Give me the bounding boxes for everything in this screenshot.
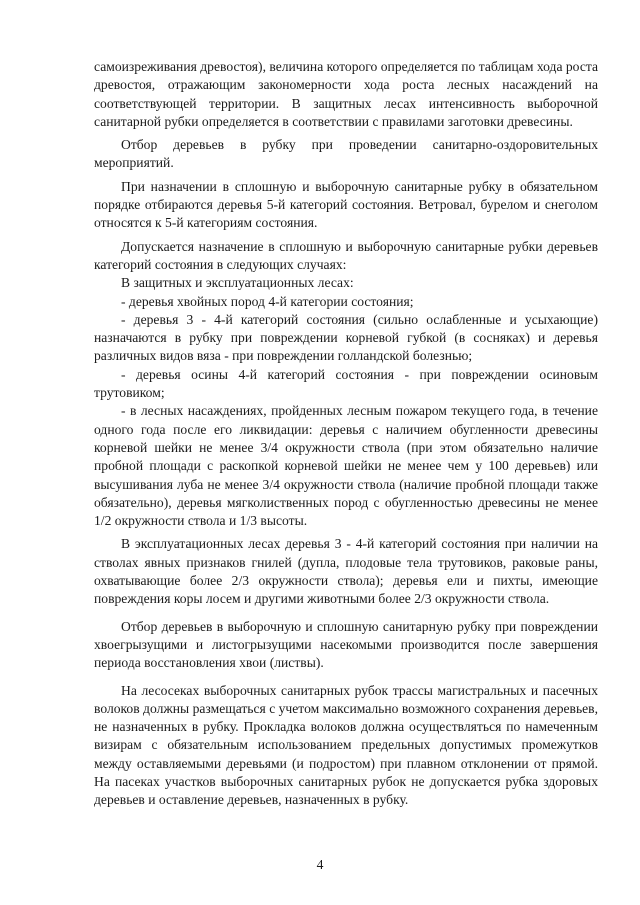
paragraph-mandatory-selection: При назначении в сплошную и выборочную санитарные рубку в обязательном порядке отбираются деревья 5-й категорий состояния. Ветровал, бурелом и снеголом относятся к 5-й категориям состояния. xyxy=(94,178,598,231)
paragraph-skid-trails: На лесосеках выборочных санитарных рубок трассы магистральных и пасечных волоков должны размещаться с учетом максимально возможного сохранения деревьев, не назначенных в рубку. Прокладка волоков должна осуществляться по намеченным визирам с обязательным использованием предельных допустимых промежутков между оставляемыми деревьями (и подростом) при плавном отклонении от прямой. На пасеках участков выборочных санитарных рубок не допускается рубка здоровых деревьев и оставление деревьев, назначенных в рубку. xyxy=(94,682,598,808)
list-item-aspen: - деревья осины 4-й категорий состояния - при повреждении осиновым трутовиком; xyxy=(94,366,598,401)
list-item-root-fungus: - деревья 3 - 4-й категорий состояния (сильно ослабленные и усыхающие) назначаются в рубку при повреждении корневой губкой (в сосняках) и деревья различных видов вяза - при повреждении голландской болезнью; xyxy=(94,311,598,364)
paragraph-selection-heading: Отбор деревьев в рубку при проведении санитарно-оздоровительных мероприятий. xyxy=(94,137,598,171)
paragraph-insect-damage: Отбор деревьев в выборочную и сплошную санитарную рубку при повреждении хвоегрызущими и листогрызущими насекомыми производится после завершения периода восстановления хвои (листвы). xyxy=(94,618,598,671)
paragraph-exploitation-forests: В эксплуатационных лесах деревья 3 - 4-й категорий состояния при наличии на стволах явных признаков гнилей (дупла, плодовые тела трутовиков, раковые раны, охватывающие более 2/3 окружности ствола); деревья ели и пихты, имеющие повреждения коры лосем и другими животными более 2/3 окружности ствола. xyxy=(94,536,598,607)
list-item-conifers: - деревья хвойных пород 4-й категории состояния; xyxy=(121,293,414,309)
body-text xyxy=(94,58,598,810)
paragraph-continuation: самоизреживания древостоя), величина которого определяется по таблицам хода роста древостоя, отражающим закономерности хода роста лесных насаждений на соответствующей территории. В защитных лесах интенсивность выборочной санитарной рубки определяется в соответствии с правилами заготовки древесины. xyxy=(94,59,598,129)
paragraph-forest-types: В защитных и эксплуатационных лесах: xyxy=(121,275,354,291)
paragraph-permitted-cases: Допускается назначение в сплошную и выборочную санитарные рубки деревьев категорий состояния в следующих случаях: xyxy=(94,238,598,272)
list-item-fire-damage: - в лесных насаждениях, пройденных лесным пожаром текущего года, в течение одного года после его ликвидации: деревья с наличием обугленности древесины корневой шейки не менее 3/4 окружности ствола (при этом обязательно наличие пробной площади с раскопкой корневой шейки не менее чем у 100 деревьев) или высушивания луба не менее 3/4 окружности ствола (наличие пробной площади также обязательно), деревья мягколиственных пород с обугленностью древесины не менее 1/2 окружности ствола и 1/3 высоты. xyxy=(94,403,598,529)
page-number: 4 xyxy=(316,857,324,872)
